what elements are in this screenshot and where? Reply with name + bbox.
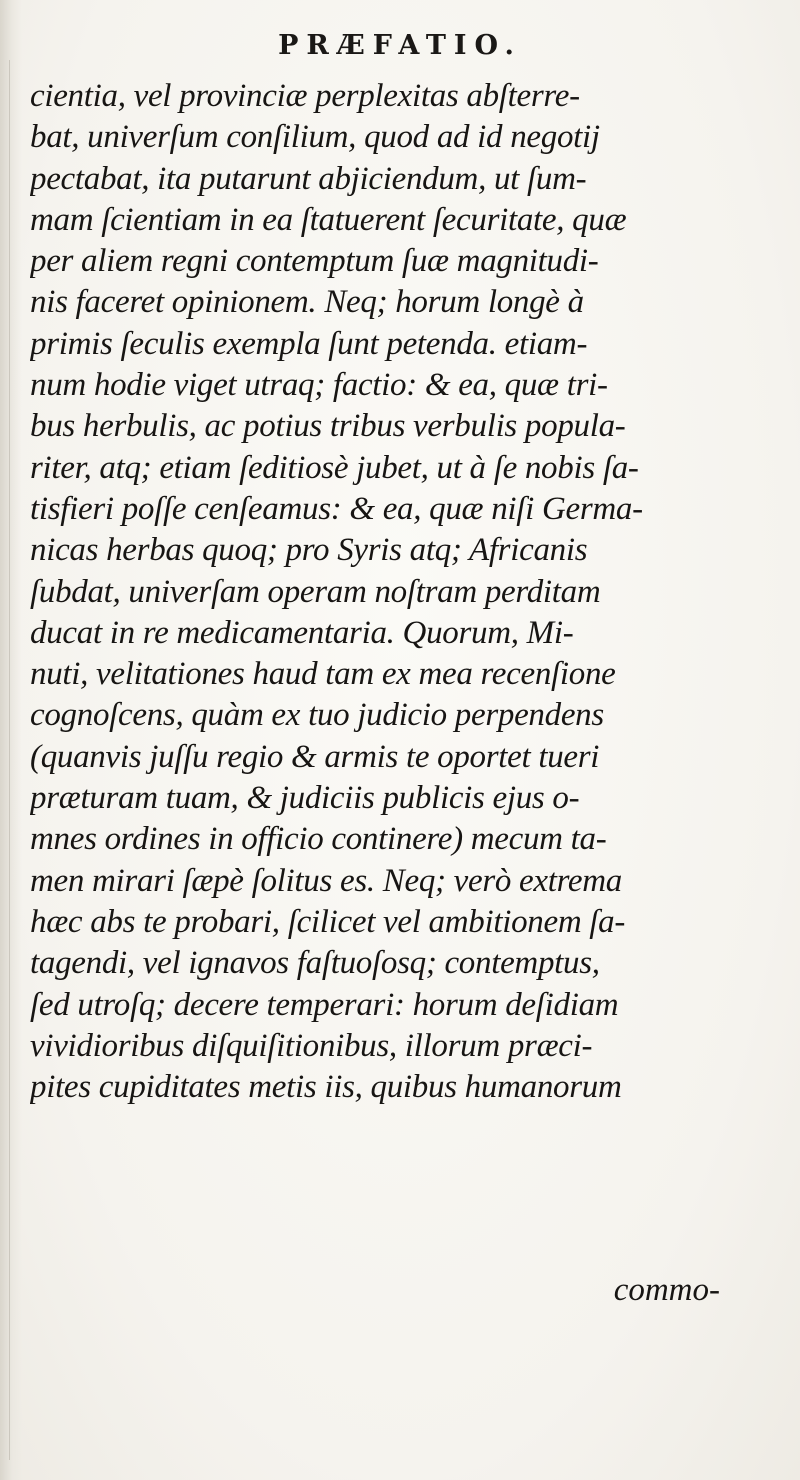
- text-line: hæc abs te probari, ſcilicet vel ambitionem ſa-: [30, 903, 626, 940]
- running-head: PRÆFATIO.: [278, 30, 522, 61]
- gutter-edge: [9, 60, 10, 1460]
- text-line: pites cupiditates metis iis, quibus humanorum: [30, 1069, 622, 1106]
- text-line: ſed utroſq; decere temperari: horum deſidiam: [30, 986, 619, 1023]
- catchword: commo-: [613, 1272, 720, 1308]
- text-line: mam ſcientiam in ea ſtatuerent ſecuritate, quæ: [30, 201, 627, 238]
- text-line: pectabat, ita putarunt abjiciendum, ut ſum-: [30, 160, 587, 197]
- text-line: vividioribus diſquiſitionibus, illorum præci-: [30, 1027, 593, 1064]
- body-text: [30, 76, 790, 1108]
- text-line: nis faceret opinionem. Neq; horum longè à: [30, 284, 584, 321]
- text-line: nuti, velitationes haud tam ex mea recenſione: [30, 656, 616, 693]
- text-line: mnes ordines in officio continere) mecum ta-: [30, 821, 607, 858]
- text-line: bat, univerſum conſilium, quod ad id negotij: [30, 119, 600, 156]
- text-line: primis ſeculis exempla ſunt petenda. etiam-: [30, 325, 588, 362]
- text-line: riter, atq; etiam ſeditiosè jubet, ut à ſe nobis ſa-: [30, 449, 639, 486]
- text-line: bus herbulis, ac potius tribus verbulis popula-: [30, 408, 626, 445]
- text-line: per aliem regni contemptum ſuæ magnitudi-: [30, 243, 599, 280]
- text-line: præturam tuam, & judiciis publicis ejus o-: [30, 780, 580, 817]
- text-line: tagendi, vel ignavos faſtuoſosq; contemptus,: [30, 945, 600, 982]
- text-line: ducat in re medicamentaria. Quorum, Mi-: [30, 614, 574, 651]
- text-line: (quanvis juſſu regio & armis te oportet tueri: [30, 738, 600, 775]
- text-line: ſubdat, univerſam operam noſtram perditam: [30, 573, 601, 610]
- text-line: num hodie viget utraq; factio: & ea, quæ tri-: [30, 367, 608, 404]
- text-line: men mirari ſæpè ſolitus es. Neq; verò extrema: [30, 862, 623, 899]
- text-line: tisfieri poſſe cenſeamus: & ea, quæ niſi Germa-: [30, 490, 643, 527]
- text-line: cientia, vel provinciæ perplexitas abſterre-: [30, 78, 580, 114]
- text-line: nicas herbas quoq; pro Syris atq; Africanis: [30, 532, 588, 569]
- text-line: cognoſcens, quàm ex tuo judicio perpendens: [30, 697, 604, 734]
- binding-gutter: [0, 0, 22, 1480]
